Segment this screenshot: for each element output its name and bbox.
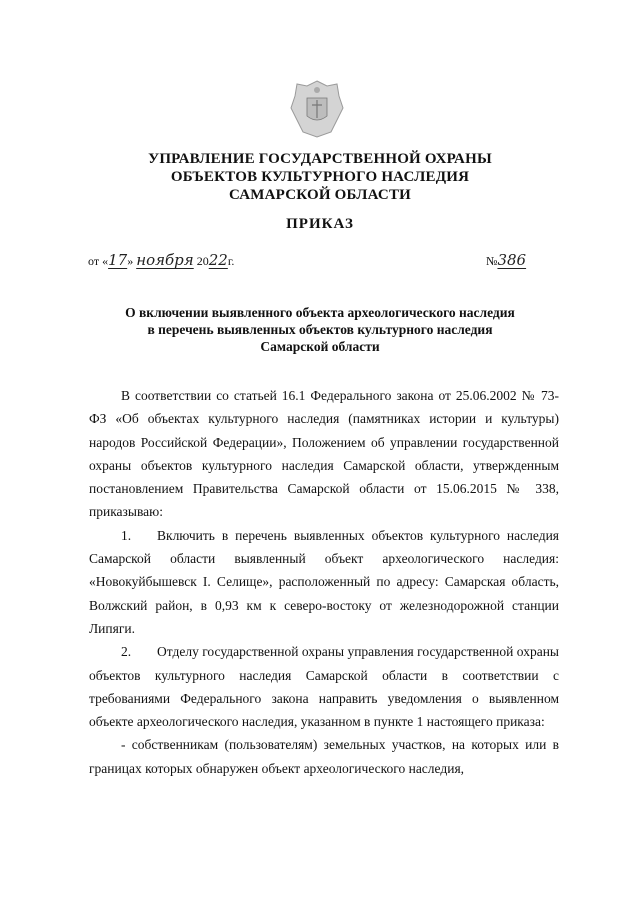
item-text: Включить в перечень выявленных объектов культурного наследия Самарской области выявленный объект археологического наследия: «Новокуйбышевск I. Селище», расположенный по адресу: Самарская область, Волжский район, в 0,93 км к северо-востоку от железнодорожной станции Липяги. xyxy=(89,527,559,636)
date-year: 22 xyxy=(208,251,228,269)
document-date xyxy=(88,251,234,269)
date-suffix: г. xyxy=(227,254,235,268)
list-item xyxy=(89,524,559,640)
coat-of-arms-emblem xyxy=(287,78,347,140)
subject-line-2: в перечень выявленных объектов культурного наследия xyxy=(147,322,493,337)
number-value: 386 xyxy=(497,251,527,269)
number-prefix: № xyxy=(486,254,498,268)
date-month: ноября xyxy=(136,251,194,269)
document-number xyxy=(486,251,526,269)
date-year-prefix: 20 xyxy=(193,254,209,268)
date-day: 17 xyxy=(108,251,128,269)
date-mid: » xyxy=(127,254,137,268)
subject-line-3: Самарской области xyxy=(260,339,380,354)
item-number: 2. xyxy=(121,644,132,660)
item-text: Отделу государственной охраны управления государственной охраны объектов культурного наследия Самарской области в соответствии с требованиями Федерального закона направить уведомления о выявленном объекте археологического наследия, указанном в пункте 1 настоящего приказа: xyxy=(89,644,559,730)
document-body xyxy=(89,384,559,780)
org-name-line-1: УПРАВЛЕНИЕ ГОСУДАРСТВЕННОЙ ОХРАНЫ xyxy=(148,151,492,167)
org-name-line-2: ОБЪЕКТОВ КУЛЬТУРНОГО НАСЛЕДИЯ xyxy=(170,169,470,185)
list-item xyxy=(89,640,559,733)
document-type-title: ПРИКАЗ xyxy=(286,216,354,232)
intro-paragraph: В соответствии со статьей 16.1 Федерального закона от 25.06.2002 № 73-ФЗ «Об объектах культурного наследия (памятниках истории и культуры) народов Российской Федерации», Положением об управлении государственной охраны объектов культурного наследия Самарской области, утвержденным постановлением Правительства Самарской области от 15.06.2015 № 338, приказываю: xyxy=(89,388,559,520)
date-prefix: от « xyxy=(88,254,109,268)
bullet-paragraph: - собственникам (пользователям) земельных участков, на которых или в границах которых обнаружен объект археологического наследия, xyxy=(89,737,559,776)
item-number: 1. xyxy=(121,527,132,543)
org-name-line-3: САМАРСКОЙ ОБЛАСТИ xyxy=(228,187,412,203)
subject-line-1: О включении выявленного объекта археологического наследия xyxy=(125,305,515,320)
